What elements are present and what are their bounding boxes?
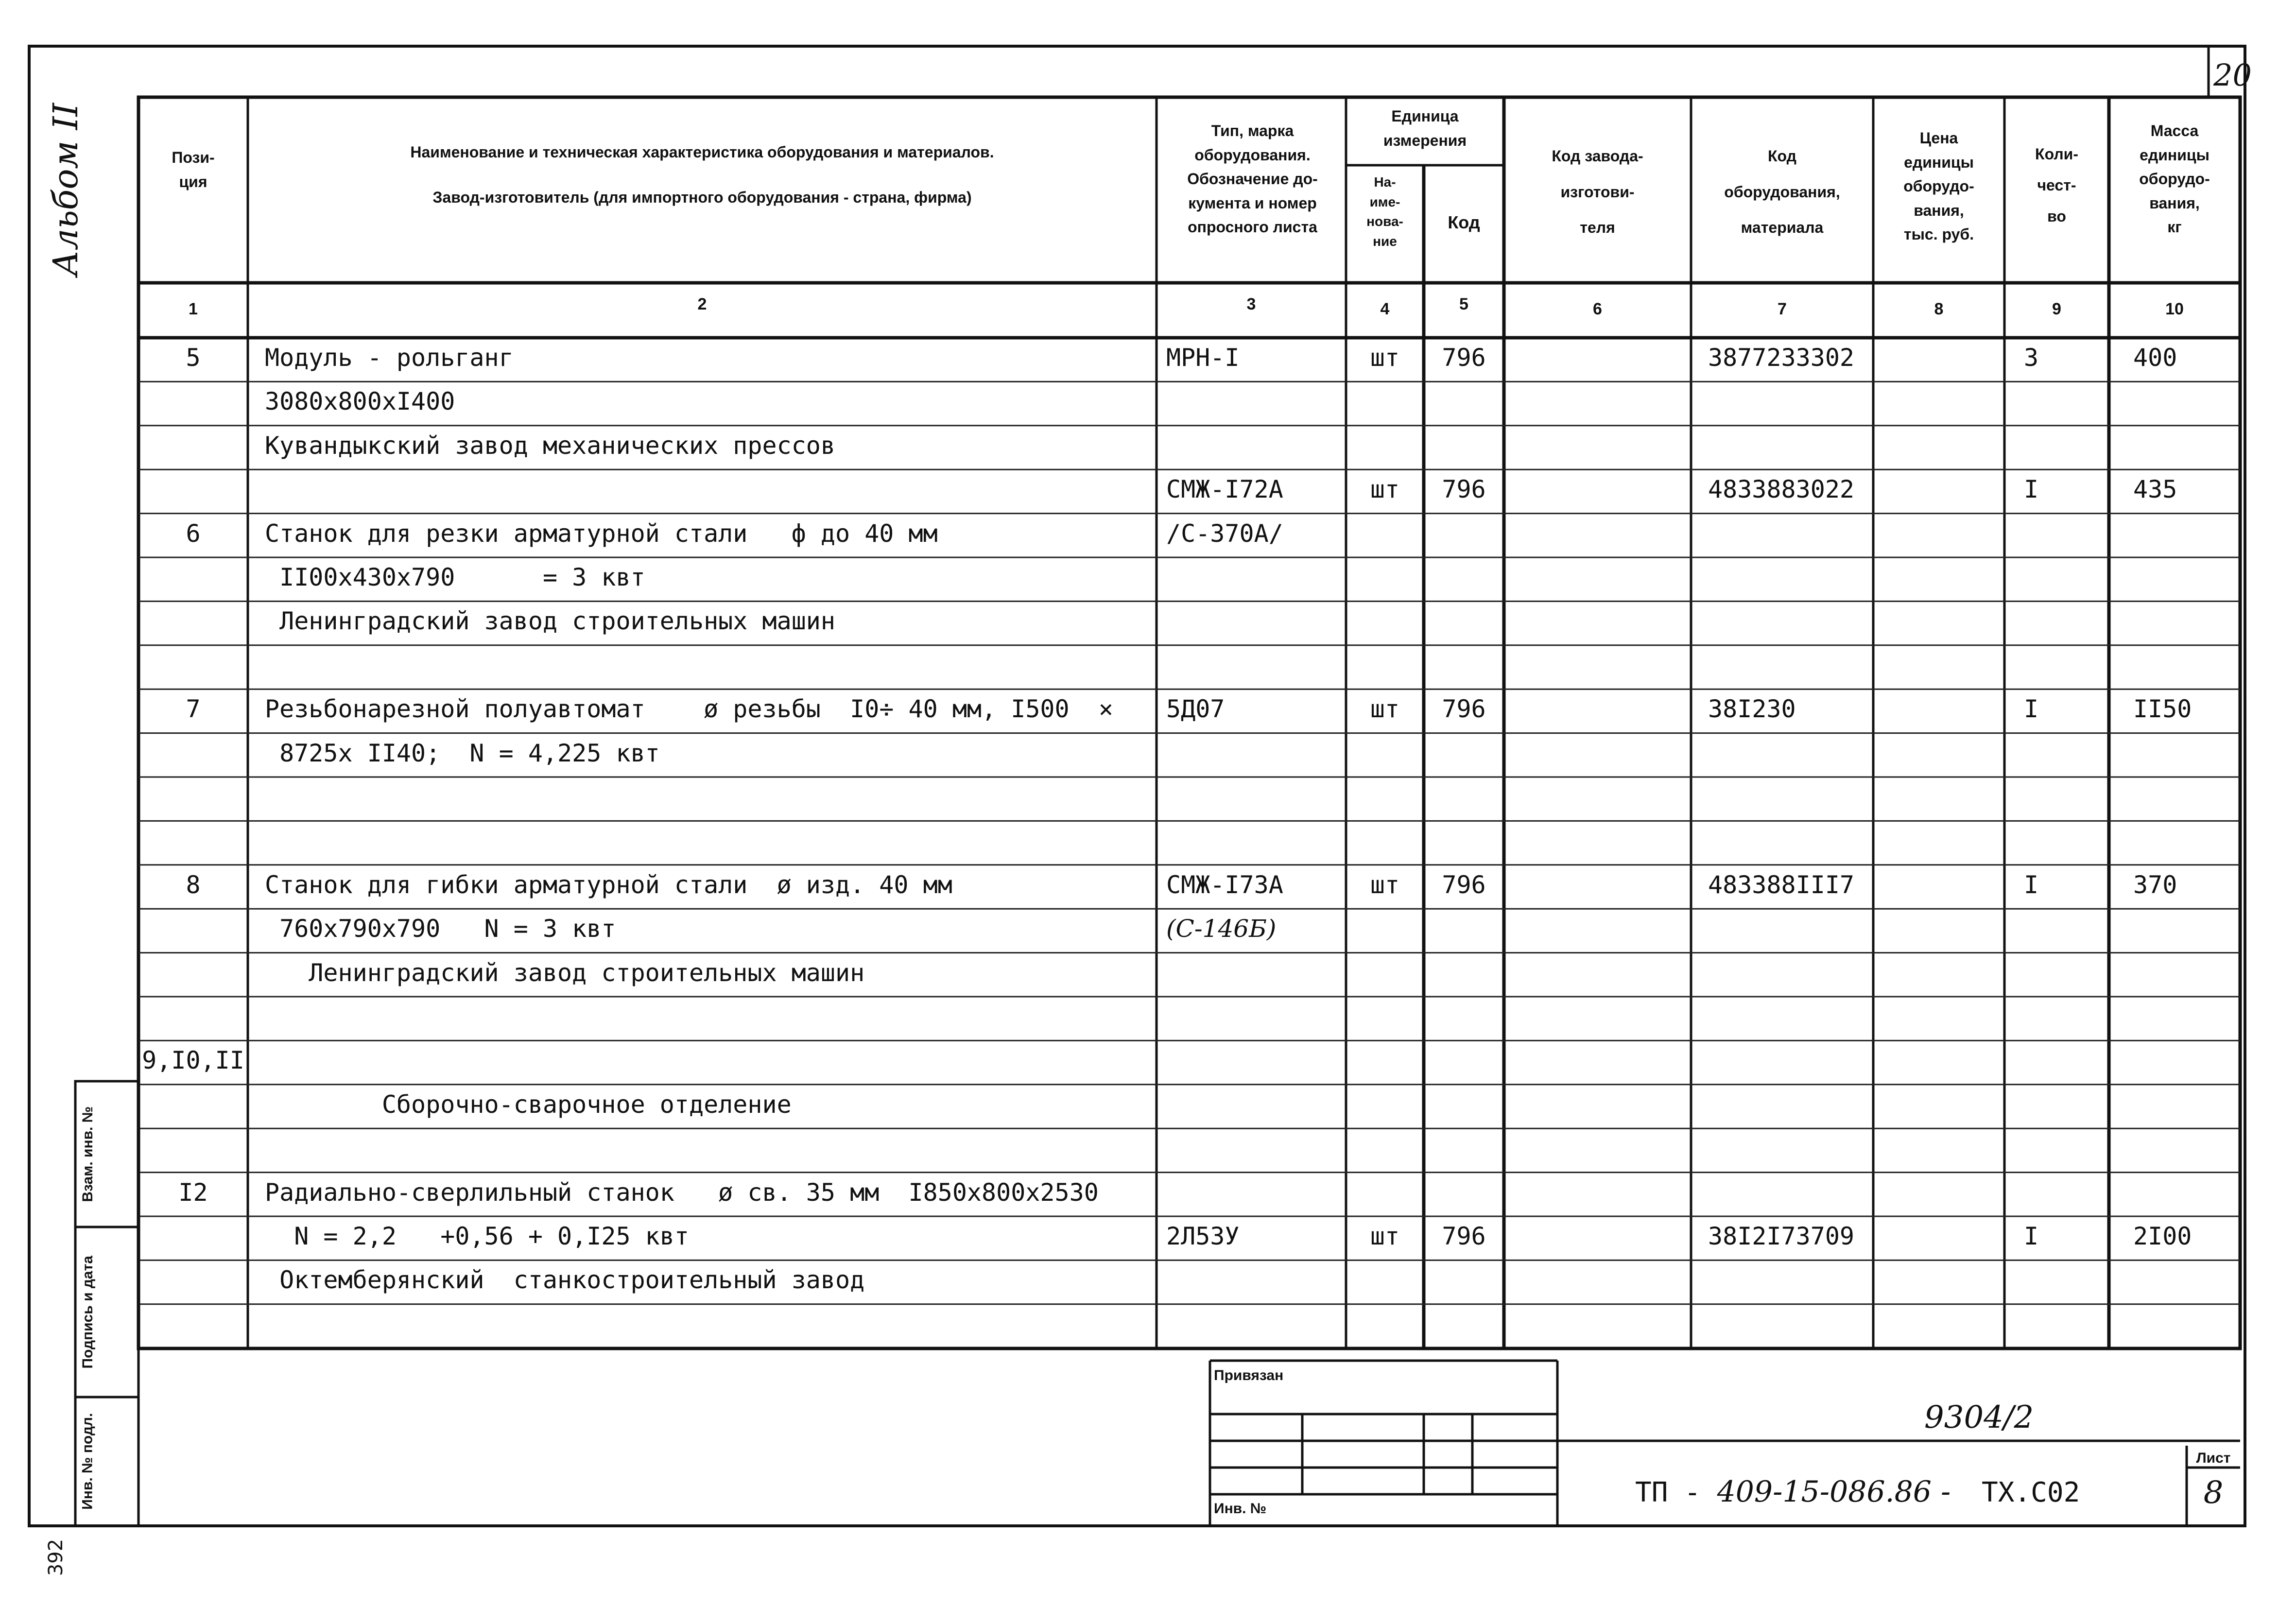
cell-pos: 9,I0,II: [142, 1046, 244, 1075]
cell-code: 796: [1442, 1222, 1486, 1250]
cell-name: Ленинградский завод строительных машин: [265, 958, 865, 987]
cell-unit: шт: [1370, 870, 1400, 899]
column-number: 10: [2165, 300, 2184, 318]
cell-type: /С-370А/: [1166, 519, 1283, 548]
cell-equip-code: 3877233302: [1708, 344, 1855, 372]
cell-qty: I: [2024, 1222, 2039, 1250]
column-number: 7: [1778, 300, 1787, 318]
header-mass: Масса единицы оборудо- вания, кг: [2139, 122, 2210, 236]
cell-mass: 400: [2133, 344, 2177, 372]
column-number: 6: [1593, 300, 1602, 318]
attached-label: Привязан: [1214, 1367, 1284, 1383]
header-unit-name: На- име- нова- ние: [1366, 174, 1403, 249]
cell-unit: шт: [1370, 344, 1400, 372]
inv-label: Инв. №: [1214, 1501, 1267, 1517]
column-number: 1: [189, 300, 198, 318]
doc-code-prefix: ТП -: [1635, 1477, 1701, 1508]
cell-name: II00x430x790 = 3 квт: [265, 563, 645, 591]
header-price: Цена единицы оборудо- вания, тыс. руб.: [1903, 129, 1974, 243]
header-type: Тип, марка оборудования. Обозначение до- кумента и номер опросного листа: [1187, 122, 1318, 236]
signature-date-label: Подпись и дата: [79, 1255, 96, 1369]
cell-name: Модуль - рольганг: [265, 344, 514, 372]
cell-name: N = 2,2 +0,56 + 0,I25 квт: [265, 1222, 689, 1250]
cell-name: Резьбонарезной полуавтомат ø резьбы I0÷ 40 мм, I500 ×: [265, 695, 1113, 724]
cell-name: Станок для гибки арматурной стали ø изд. 40 мм: [265, 870, 952, 899]
album-label-box: [29, 103, 102, 276]
cell-unit: шт: [1370, 1222, 1400, 1250]
cell-name: Радиально-сверлильный станок ø св. 35 мм I850x800x2530: [265, 1178, 1099, 1207]
album-label: Альбом II: [46, 103, 86, 276]
cell-type: 2Л53У: [1166, 1222, 1240, 1250]
signature-date-label-box: [78, 1227, 98, 1397]
cell-type: СМЖ-I72А: [1166, 475, 1283, 504]
inv-original-label: Инв. № подл.: [79, 1413, 96, 1510]
column-number: 8: [1934, 300, 1944, 318]
cell-name: Октемберянский станкостроительный завод: [265, 1266, 865, 1295]
cell-type: 5Д07: [1166, 695, 1225, 724]
header-quantity: Коли- чест- во: [2035, 145, 2078, 225]
sheet-number: 8: [2203, 1475, 2224, 1511]
inv-substitute-label-box: [78, 1081, 98, 1227]
cell-pos: 5: [186, 344, 201, 372]
cell-name: 3080x800xI400: [265, 387, 455, 416]
column-number: 4: [1380, 300, 1390, 318]
column-number: 2: [697, 295, 707, 313]
cell-mass: 435: [2133, 475, 2177, 504]
header-equip-code: Код оборудования, материала: [1724, 147, 1840, 237]
project-number: 9304/2: [1924, 1400, 2034, 1435]
cell-name: 760x790x790 N = 3 квт: [265, 915, 616, 943]
cell-unit: шт: [1370, 695, 1400, 724]
cell-pos: 6: [186, 519, 201, 548]
cell-name: Сборочно-сварочное отделение: [265, 1090, 792, 1119]
header-name: Наименование и техническая характеристика оборудования и материалов. Завод-изготовитель (для импортного оборудования - страна, фирма): [410, 143, 994, 206]
doc-code-suffix: ТХ.С02: [1982, 1477, 2080, 1508]
cell-equip-code: 38I2I73709: [1708, 1222, 1855, 1250]
column-number: 9: [2052, 300, 2061, 318]
header-position: Пози- ция: [172, 149, 215, 190]
cell-mass: 370: [2133, 870, 2177, 899]
inv-substitute-label: Взам. инв. №: [79, 1106, 96, 1202]
cell-code: 796: [1442, 695, 1486, 724]
cell-pos: I2: [178, 1178, 208, 1207]
column-number: 5: [1459, 295, 1468, 313]
column-number: 3: [1246, 295, 1256, 313]
document-code: [1635, 1475, 2080, 1509]
cell-name: Кувандыкский завод механических прессов: [265, 431, 835, 460]
cell-mass: 2I00: [2133, 1222, 2192, 1250]
cell-qty: I: [2024, 695, 2039, 724]
sheet-page-number: 20: [2213, 57, 2252, 93]
inv-original-label-box: [78, 1397, 98, 1526]
sheet-label: Лист: [2196, 1450, 2231, 1466]
cell-pos: 7: [186, 695, 201, 724]
cell-name: Станок для резки арматурной стали ф до 40 мм: [265, 519, 938, 548]
cell-unit: шт: [1370, 475, 1400, 504]
header-maker-code: Код завода- изготови- теля: [1552, 147, 1643, 237]
cell-qty: I: [2024, 870, 2039, 899]
bottom-mark: 392: [45, 1538, 68, 1576]
cell-type: СМЖ-I73А: [1166, 870, 1283, 899]
cell-equip-code: 38I230: [1708, 695, 1796, 724]
cell-code: 796: [1442, 475, 1486, 504]
cell-name: Ленинградский завод строительных машин: [265, 607, 835, 636]
cell-qty: 3: [2024, 344, 2039, 372]
cell-equip-code: 483388III7: [1708, 870, 1855, 899]
cell-name: 8725x II40; N = 4,225 квт: [265, 739, 660, 767]
cell-mass: II50: [2133, 695, 2192, 724]
cell-code: 796: [1442, 344, 1486, 372]
header-unit-code: Код: [1448, 212, 1480, 232]
cell-pos: 8: [186, 870, 201, 899]
header-unit: Единица измерения: [1383, 107, 1467, 149]
cell-equip-code: 4833883022: [1708, 475, 1855, 504]
bottom-mark-box: [41, 1531, 70, 1584]
doc-code-handwritten: 409-15-086.86 -: [1717, 1475, 1951, 1509]
cell-qty: I: [2024, 475, 2039, 504]
cell-type: МРН-I: [1166, 344, 1240, 372]
cell-code: 796: [1442, 870, 1486, 899]
cell-type: (С-146Б): [1166, 915, 1277, 943]
